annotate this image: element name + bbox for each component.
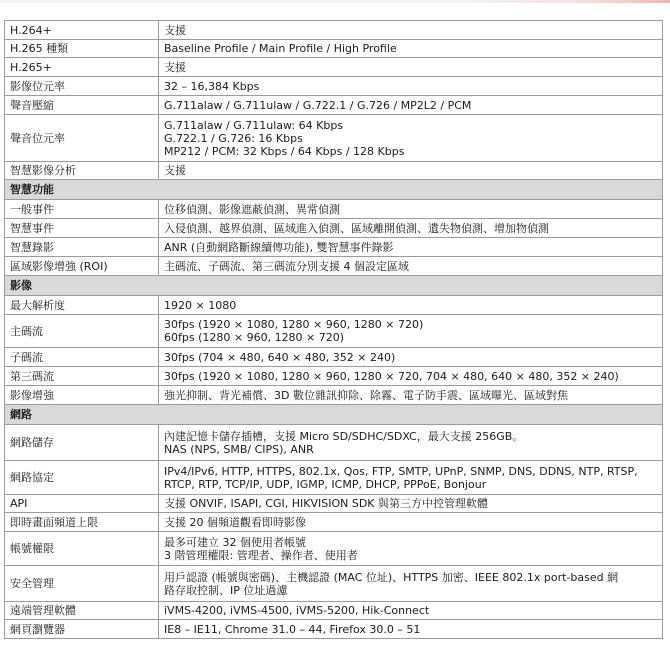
spec-label: 聲音壓縮 — [5, 96, 159, 115]
top-divider — [0, 0, 670, 3]
spec-value-line: 32 – 16,384 Kbps — [164, 79, 260, 93]
spec-value-line: IPv4/IPv6, HTTP, HTTPS, 802.1x, Qos, FTP, SMTP, UPnP, SNMP, DNS, DDNS, NTP, RTSP, — [164, 464, 638, 478]
spec-row — [5, 77, 663, 96]
spec-value — [159, 115, 663, 162]
spec-value — [159, 40, 663, 58]
spec-value-line: 最多可建立 32 個使用者帳號 — [164, 535, 306, 549]
spec-label: 區域影像增強 (ROI) — [5, 257, 159, 276]
spec-value — [159, 200, 663, 219]
spec-label: 主碼流 — [5, 315, 159, 348]
spec-row — [5, 513, 663, 532]
spec-value-line: 支援 — [164, 23, 186, 37]
spec-label: 網路協定 — [5, 461, 159, 495]
spec-value-line: 主碼流、子碼流、第三碼流分別支援 4 個設定區域 — [164, 259, 409, 273]
spec-value-line: 支援 20 個頻道觀看即時影像 — [164, 515, 306, 529]
spec-value-line: 路存取控制、IP 位址過濾 — [164, 583, 288, 597]
spec-value-line: 內建記憶卡儲存插槽，支援 Micro SD/SDHC/SDXC，最大支援 256GB。 — [164, 429, 524, 443]
spec-value — [159, 620, 663, 639]
spec-label: 影像位元率 — [5, 77, 159, 96]
spec-value-line: 60fps (1280 × 960, 1280 × 720) — [164, 331, 345, 344]
spec-row — [5, 58, 663, 77]
section-header-row — [5, 405, 663, 425]
spec-row — [5, 219, 663, 238]
spec-value-line: MP212 / PCM: 32 Kbps / 64 Kbps / 128 Kbps — [164, 144, 405, 158]
spec-value-line: 入侵偵測、越界偵測、區域進入偵測、區域離開偵測、遺失物偵測、增加物偵測 — [164, 221, 549, 235]
spec-value-line: 1920 × 1080 — [164, 298, 237, 312]
spec-label: 最大解析度 — [5, 296, 159, 315]
spec-label: 遠端管理軟體 — [5, 602, 159, 620]
spec-value-line: G.722.1 / G.726: 16 Kbps — [164, 131, 303, 145]
spec-row — [5, 40, 663, 58]
spec-label: 即時畫面頻道上限 — [5, 513, 159, 532]
spec-table — [4, 20, 663, 639]
spec-row — [5, 566, 663, 602]
spec-value-line: 支援 — [164, 60, 186, 74]
spec-row — [5, 296, 663, 315]
spec-value-line: 支援 — [164, 164, 186, 177]
spec-row — [5, 367, 663, 386]
spec-value-line: 強光抑制、背光補償、3D 數位雜訊抑除、除霧、電子防手震、區域曝光、區域對焦 — [164, 388, 568, 402]
spec-row — [5, 200, 663, 219]
spec-row — [5, 495, 663, 513]
spec-value-line: G.711alaw / G.711ulaw: 64 Kbps — [164, 118, 344, 132]
spec-row — [5, 21, 663, 40]
spec-value-line: NAS (NPS, SMB/ CIPS), ANR — [164, 442, 314, 456]
spec-value — [159, 602, 663, 620]
spec-value — [159, 566, 663, 602]
spec-label: 智慧事件 — [5, 219, 159, 238]
spec-label: 智慧影像分析 — [5, 162, 159, 180]
spec-value — [159, 257, 663, 276]
spec-value — [159, 513, 663, 532]
spec-value-line: 3 階管理權限: 管理者、操作者、使用者 — [164, 548, 358, 562]
spec-row — [5, 115, 663, 162]
section-title: 智慧功能 — [5, 180, 663, 200]
spec-value-line: 支援 ONVIF, ISAPI, CGI, HIKVISION SDK 與第三方中控管理軟體 — [164, 497, 489, 510]
spec-value — [159, 367, 663, 386]
spec-value — [159, 425, 663, 461]
section-title: 影像 — [5, 276, 663, 296]
spec-value — [159, 21, 663, 40]
spec-label: H.265 種類 — [5, 40, 159, 58]
spec-label: 帳號權限 — [5, 532, 159, 566]
spec-value-line: 用戶認證 (帳號與密碼)、主機認證 (MAC 位址)、HTTPS 加密、IEEE 802.1x port-based 網 — [164, 570, 619, 584]
spec-value — [159, 58, 663, 77]
spec-label: 影像增強 — [5, 386, 159, 405]
spec-row — [5, 532, 663, 566]
spec-label: 網頁瀏覽器 — [5, 620, 159, 639]
spec-value-line: IE8 – IE11, Chrome 31.0 – 44, Firefox 30.0 – 51 — [164, 622, 421, 636]
spec-label: 安全管理 — [5, 566, 159, 602]
spec-label: 一般事件 — [5, 200, 159, 219]
spec-row — [5, 386, 663, 405]
spec-value-line: Baseline Profile / Main Profile / High Profile — [164, 42, 397, 55]
spec-value — [159, 532, 663, 566]
spec-value-line: 位移偵測、影像遮蔽偵測、異常偵測 — [164, 202, 340, 216]
spec-value — [159, 238, 663, 257]
spec-value — [159, 219, 663, 238]
spec-label: 子碼流 — [5, 348, 159, 367]
spec-row — [5, 257, 663, 276]
spec-row — [5, 238, 663, 257]
spec-value — [159, 296, 663, 315]
spec-row — [5, 315, 663, 348]
spec-value-line: 30fps (704 × 480, 640 × 480, 352 × 240) — [164, 350, 396, 364]
section-header-row — [5, 180, 663, 200]
spec-value — [159, 77, 663, 96]
spec-value — [159, 386, 663, 405]
spec-value — [159, 162, 663, 180]
spec-value — [159, 315, 663, 348]
spec-value-line: RTCP, RTP, TCP/IP, UDP, IGMP, ICMP, DHCP, PPPoE, Bonjour — [164, 477, 487, 491]
spec-value — [159, 348, 663, 367]
spec-label: 智慧錄影 — [5, 238, 159, 257]
spec-value-line: 30fps (1920 × 1080, 1280 × 960, 1280 × 720, 704 × 480, 640 × 480, 352 × 240) — [164, 369, 619, 383]
spec-row — [5, 162, 663, 180]
spec-row — [5, 461, 663, 495]
spec-value-line: iVMS-4200, iVMS-4500, iVMS-5200, Hik-Connect — [164, 604, 430, 617]
spec-row — [5, 96, 663, 115]
spec-row — [5, 348, 663, 367]
spec-label: 第三碼流 — [5, 367, 159, 386]
spec-label: 聲音位元率 — [5, 115, 159, 162]
spec-value-line: G.711alaw / G.711ulaw / G.722.1 / G.726 / MP2L2 / PCM — [164, 98, 472, 112]
section-header-row — [5, 276, 663, 296]
spec-row — [5, 620, 663, 639]
spec-value — [159, 96, 663, 115]
spec-value — [159, 495, 663, 513]
spec-row — [5, 602, 663, 620]
spec-label: H.264+ — [5, 21, 159, 40]
spec-label: 網路儲存 — [5, 425, 159, 461]
spec-value-line: ANR (自動網路斷線續傳功能), 雙智慧事件錄影 — [164, 240, 394, 254]
spec-row — [5, 425, 663, 461]
spec-value-line: 30fps (1920 × 1080, 1280 × 960, 1280 × 720) — [164, 318, 424, 331]
spec-value — [159, 461, 663, 495]
spec-table-body — [5, 21, 663, 639]
spec-label: API — [5, 495, 159, 513]
section-title: 網路 — [5, 405, 663, 425]
spec-label: H.265+ — [5, 58, 159, 77]
